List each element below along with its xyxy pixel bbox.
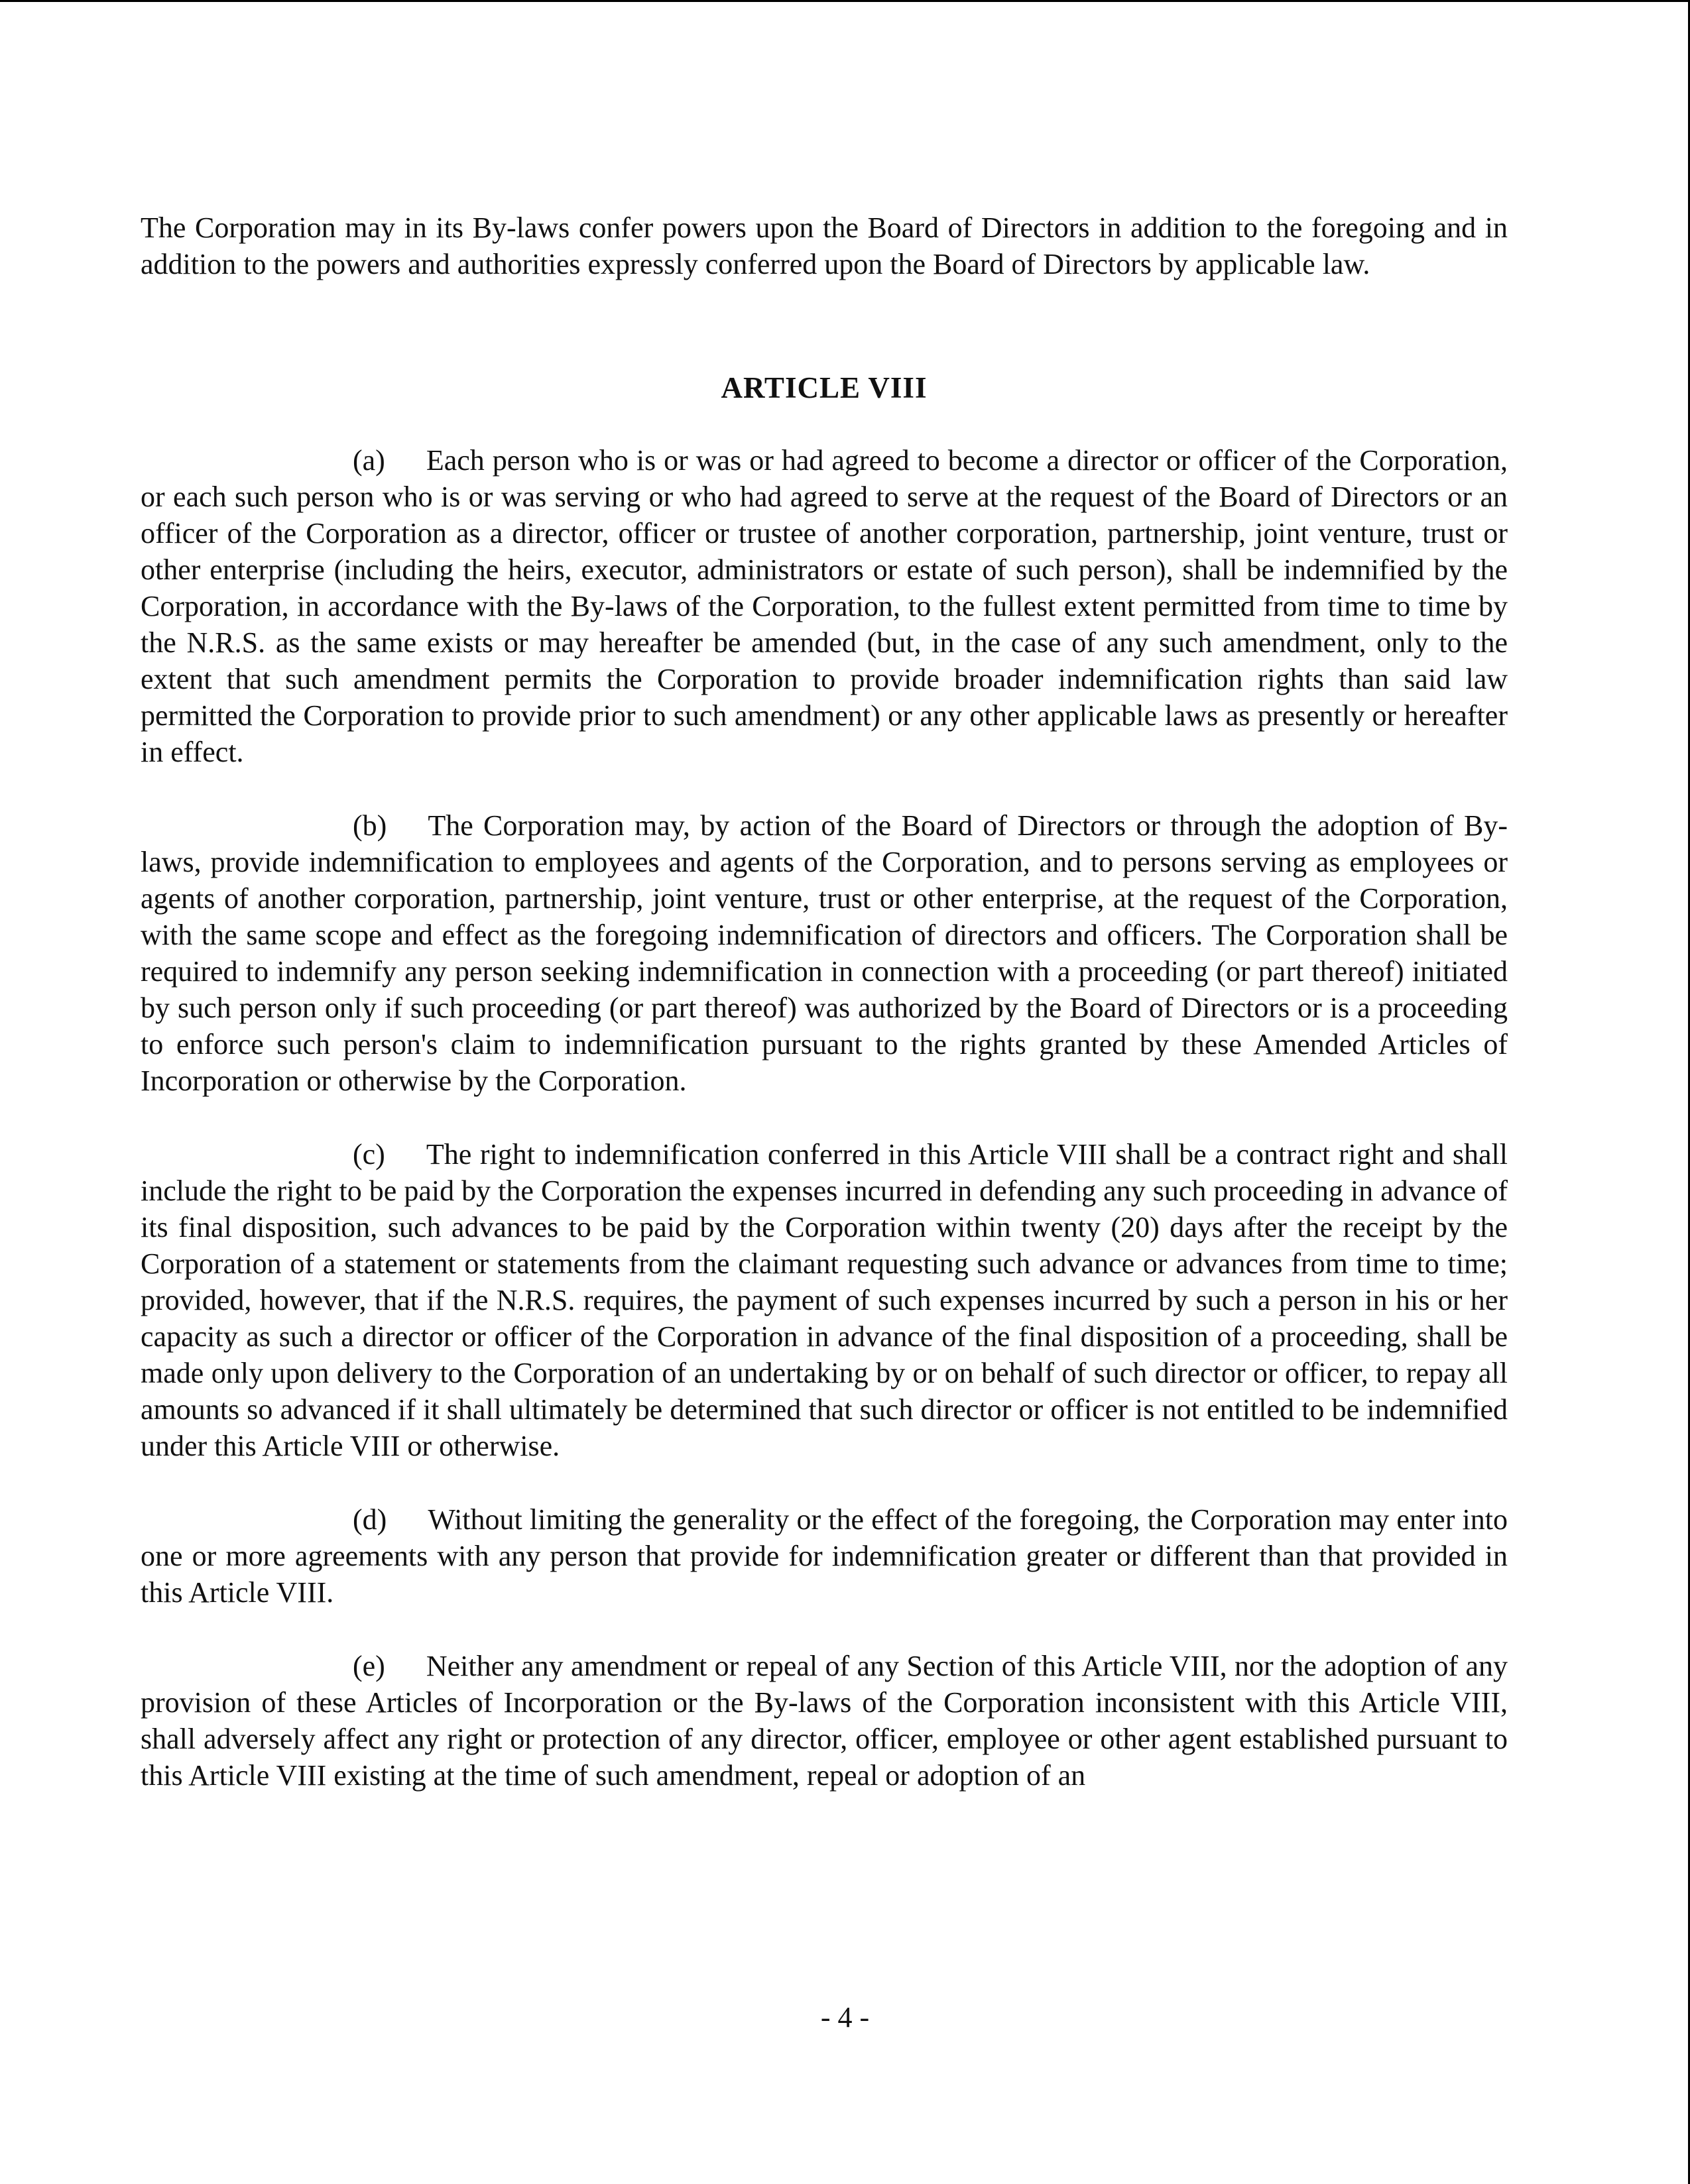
page-number: - 4 - xyxy=(820,2001,870,2034)
section-text-c: The right to indemnification conferred in this Article VIII shall be a contract right and shall include the right to be paid by the Corporation the expenses incurred in defending any such proceeding in advance of its final disposition, such advances to be paid by the Corporation within twenty (20) days after the receipt by the Corporation of a statement or statements from the claimant requesting such advance or advances from time to time; provided, however, that if the N.R.S. requires, the payment of such expenses incurred by such a person in his or her capacity as such a director or officer of the Corporation in advance of the final disposition of a proceeding, shall be made only upon delivery to the Corporation of an undertaking by or on behalf of such director or officer, to repay all amounts so advanced if it shall ultimately be determined that such director or officer is not entitled to be indemnified under this Article VIII or otherwise. xyxy=(141,1138,1508,1462)
intro-paragraph: The Corporation may in its By-laws confer powers upon the Board of Directors in addition to the foregoing and in addition to the powers and authorities expressly conferred upon the Board of Directors by applicable law. xyxy=(141,211,1508,280)
article-heading: ARTICLE VIII xyxy=(721,371,928,404)
section-text-d: Without limiting the generality or the effect of the foregoing, the Corporation may enter into one or more agreements with any person that provide for indemnification greater or different than that provided in this Article VIII. xyxy=(141,1503,1508,1609)
section-a xyxy=(141,442,1508,770)
section-marker-d: (d) xyxy=(353,1503,387,1536)
section-marker-b: (b) xyxy=(353,809,387,842)
section-b xyxy=(141,807,1508,1099)
section-text-e: Neither any amendment or repeal of any Section of this Article VIII, nor the adoption of any provision of these Articles of Incorporation or the By-laws of the Corporation inconsistent with this Article VIII, shall adversely affect any right or protection of any director, officer, employee or other agent established pursuant to this Article VIII existing at the time of such amendment, repeal or adoption of an xyxy=(141,1650,1508,1792)
section-marker-e: (e) xyxy=(353,1650,385,1682)
section-marker-c: (c) xyxy=(353,1138,385,1171)
section-e xyxy=(141,1648,1508,1794)
section-text-b: The Corporation may, by action of the Board of Directors or through the adoption of By-laws, provide indemnification to employees and agents of the Corporation, and to persons serving as employees or agents of another corporation, partnership, joint venture, trust or other enterprise, at the request of the Corporation, with the same scope and effect as the foregoing indemnification of directors and officers. The Corporation shall be required to indemnify any person seeking indemnification in connection with a proceeding (or part thereof) initiated by such person only if such proceeding (or part thereof) was authorized by the Board of Directors or is a proceeding to enforce such person's claim to indemnification pursuant to the rights granted by these Amended Articles of Incorporation or otherwise by the Corporation. xyxy=(141,809,1508,1097)
section-text-a: Each person who is or was or had agreed to become a director or officer of the Corporation, or each such person who is or was serving or who had agreed to serve at the request of the Board of Directors or an officer of the Corporation as a director, officer or trustee of another corporation, partnership, joint venture, trust or other enterprise (including the heirs, executor, administrators or estate of such person), shall be indemnified by the Corporation, in accordance with the By-laws of the Corporation, to the fullest extent permitted from time to time by the N.R.S. as the same exists or may hereafter be amended (but, in the case of any such amendment, only to the extent that such amendment permits the Corporation to provide broader indemnification rights than said law permitted the Corporation to provide prior to such amendment) or any other applicable laws as presently or hereafter in effect. xyxy=(141,444,1508,768)
section-marker-a: (a) xyxy=(353,444,385,477)
section-d xyxy=(141,1501,1508,1611)
section-c xyxy=(141,1136,1508,1464)
page-border-top xyxy=(0,0,1690,2)
document-body xyxy=(141,209,1508,1831)
